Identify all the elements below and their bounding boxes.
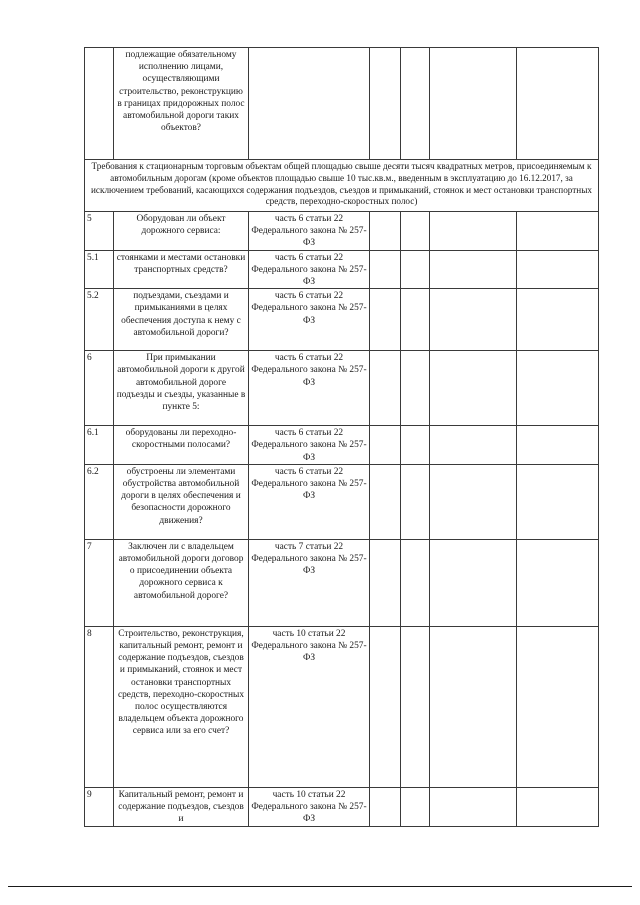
table-row (85, 289, 599, 351)
table-row (85, 351, 599, 426)
requirement-question: подлежащие обязательному исполнению лицами, осуществляющими строительство, реконструкцию в границах придорожных полос автомобильной дороги таких объектов? (114, 48, 249, 160)
answer-cell-yes (370, 426, 401, 465)
checklist-table (84, 47, 599, 827)
table-row (85, 464, 599, 539)
answer-cell-na (430, 464, 517, 539)
table-row (85, 212, 599, 251)
legal-reference: часть 6 статьи 22 Федерального закона № 257-ФЗ (249, 289, 370, 351)
answer-cell-na (430, 426, 517, 465)
item-number: 6.1 (85, 426, 114, 465)
legal-reference: часть 6 статьи 22 Федерального закона № 257-ФЗ (249, 250, 370, 289)
table-row (85, 626, 599, 787)
notes-cell (517, 539, 599, 626)
answer-cell-yes (370, 250, 401, 289)
answer-cell-na (430, 250, 517, 289)
requirement-question: Капитальный ремонт, ремонт и содержание подъездов, съездов и (114, 787, 249, 826)
table-row (85, 787, 599, 826)
notes-cell (517, 212, 599, 251)
answer-cell-no (401, 250, 430, 289)
answer-cell-no (401, 787, 430, 826)
requirement-question: обустроены ли элементами обустройства автомобильной дороги в целях обеспечения и безопасности дорожного движения? (114, 464, 249, 539)
table-row (85, 426, 599, 465)
answer-cell-yes (370, 539, 401, 626)
table-row (85, 48, 599, 160)
requirement-question: стоянками и местами остановки транспортных средств? (114, 250, 249, 289)
item-number: 6.2 (85, 464, 114, 539)
answer-cell-yes (370, 289, 401, 351)
legal-reference: часть 10 статьи 22 Федерального закона № 257-ФЗ (249, 626, 370, 787)
answer-cell-no (401, 48, 430, 160)
legal-reference: часть 6 статьи 22 Федерального закона № 257-ФЗ (249, 351, 370, 426)
requirement-question: При примыкании автомобильной дороги к другой автомобильной дороге подъезды и съезды, указанные в пункте 5: (114, 351, 249, 426)
item-number: 5.1 (85, 250, 114, 289)
answer-cell-na (430, 48, 517, 160)
notes-cell (517, 426, 599, 465)
table-row (85, 250, 599, 289)
requirement-question: подъездами, съездами и примыканиями в целях обеспечения доступа к нему с автомобильной дороги? (114, 289, 249, 351)
answer-cell-yes (370, 351, 401, 426)
notes-cell (517, 250, 599, 289)
answer-cell-na (430, 539, 517, 626)
notes-cell (517, 464, 599, 539)
answer-cell-na (430, 626, 517, 787)
legal-reference: часть 7 статьи 22 Федерального закона № 257-ФЗ (249, 539, 370, 626)
answer-cell-no (401, 289, 430, 351)
answer-cell-yes (370, 212, 401, 251)
answer-cell-na (430, 212, 517, 251)
notes-cell (517, 48, 599, 160)
legal-reference: часть 6 статьи 22 Федерального закона № 257-ФЗ (249, 464, 370, 539)
item-number: 7 (85, 539, 114, 626)
answer-cell-no (401, 539, 430, 626)
notes-cell (517, 289, 599, 351)
answer-cell-no (401, 351, 430, 426)
legal-reference: часть 10 статьи 22 Федерального закона № 257-ФЗ (249, 787, 370, 826)
legal-reference: часть 6 статьи 22 Федерального закона № 257-ФЗ (249, 426, 370, 465)
requirement-question: оборудованы ли переходно-скоростными полосами? (114, 426, 249, 465)
answer-cell-na (430, 787, 517, 826)
item-number: 6 (85, 351, 114, 426)
legal-reference (249, 48, 370, 160)
table-row (85, 539, 599, 626)
answer-cell-yes (370, 48, 401, 160)
answer-cell-no (401, 212, 430, 251)
requirements-heading-row (85, 160, 599, 212)
requirement-question: Заключен ли с владельцем автомобильной дороги договор о присоединении объекта дорожного сервиса к автомобильной дороге? (114, 539, 249, 626)
item-number: 5 (85, 212, 114, 251)
answer-cell-na (430, 351, 517, 426)
item-number: 9 (85, 787, 114, 826)
item-number: 8 (85, 626, 114, 787)
legal-reference: часть 6 статьи 22 Федерального закона № 257-ФЗ (249, 212, 370, 251)
answer-cell-yes (370, 787, 401, 826)
notes-cell (517, 626, 599, 787)
answer-cell-yes (370, 464, 401, 539)
item-number (85, 48, 114, 160)
page-bottom-rule (8, 886, 632, 887)
notes-cell (517, 787, 599, 826)
answer-cell-no (401, 464, 430, 539)
answer-cell-no (401, 626, 430, 787)
answer-cell-na (430, 289, 517, 351)
item-number: 5.2 (85, 289, 114, 351)
answer-cell-yes (370, 626, 401, 787)
requirement-question: Оборудован ли объект дорожного сервиса: (114, 212, 249, 251)
requirements-heading: Требования к стационарным торговым объектам общей площадью свыше десяти тысяч квадратных метров, присоединяемым к автомобильным дорогам (кроме объектов площадью свыше 10 тыс.кв.м., введенным в эксплуатацию до 16.12.2017, за исключением требований, касающихся содержания подъездов, съездов и примыканий, стоянок и мест остановки транспортных средств, переходно-скоростных полос) (85, 160, 599, 212)
requirement-question: Строительство, реконструкция, капитальный ремонт, ремонт и содержание подъездов, съездов и примыканий, стоянок и мест остановки транспортных средств, переходно-скоростных полос осуществляются владельцем объекта дорожного сервиса или за его счет? (114, 626, 249, 787)
answer-cell-no (401, 426, 430, 465)
notes-cell (517, 351, 599, 426)
